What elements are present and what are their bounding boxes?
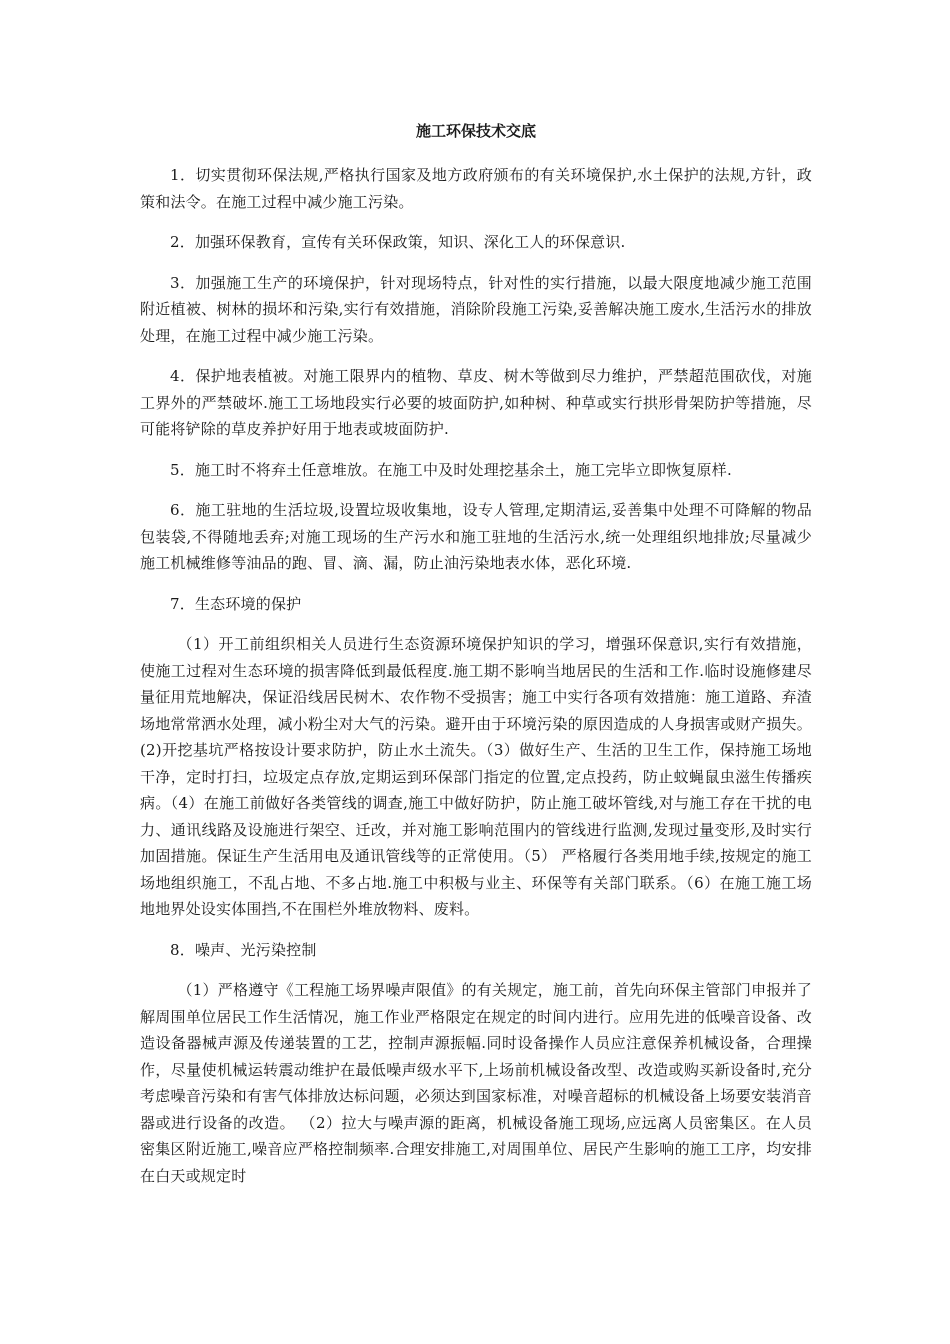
paragraph-2: 2．加强环保教育，宣传有关环保政策，知识、深化工人的环保意识. [170,233,626,251]
document-title: 施工环保技术交底 [415,122,536,140]
paragraph-4: 4．保护地表植被。对施工限界内的植物、草皮、树木等做到尽力维护，严禁超范围砍伐，对施工界外的严禁破坏.施工工场地段实行必要的坡面防护,如种树、种草或实行拱形骨架防护等措施，尽可能将铲除的草皮养护好用于地表或坡面防护. [140,367,812,438]
paragraph-1: 1．切实贯彻环保法规,严格执行国家及地方政府颁布的有关环境保护,水土保护的法规,方针，政策和法令。在施工过程中减少施工污染。 [140,166,812,211]
section-heading-8: 8．噪声、光污染控制 [170,940,317,959]
document-page [140,120,812,1203]
paragraph-3: 3．加强施工生产的环境保护，针对现场特点，针对性的实行措施，以最大限度地减少施工范围附近植被、树林的损坏和污染,实行有效措施，消除阶段施工污染,妥善解决施工废水,生活污水的排放处理，在施工过程中减少施工污染。 [140,273,812,345]
paragraph-6: 6．施工驻地的生活垃圾,设置垃圾收集地，设专人管理,定期清运,妥善集中处理不可降解的物品包装袋,不得随地丢弃;对施工现场的生产污水和施工驻地的生活污水,统一处理组织地排放;尽量减少施工机械维修等油品的跑、冒、滴、漏，防止油污染地表水体，恶化环境. [140,501,812,572]
paragraph-5: 5．施工时不将弃土任意堆放。在施工中及时处理挖基余土，施工完毕立即恢复原样. [170,460,732,479]
paragraph-7-body: （1）开工前组织相关人员进行生态资源环境保护知识的学习，增强环保意识,实行有效措施，使施工过程对生态环境的损害降低到最低程度.施工期不影响当地居民的生活和工作.临时设施修建尽量征用荒地解决，保证沿线居民树木、农作物不受损害；施工中实行各项有效措施：施工道路、弃渣场地常常洒水处理，减小粉尘对大气的污染。避开由于环境污染的原因造成的人身损害或财产损失。(2)开挖基坑严格按设计要求防护，防止水土流失。（3）做好生产、生活的卫生工作，保持施工场地干净，定时打扫，垃圾定点存放,定期运到环保部门指定的位置,定点投药，防止蚊蝇鼠虫滋生传播疾病。（4）在施工前做好各类管线的调查,施工中做好防护，防止施工破坏管线,对与施工存在干扰的电力、通讯线路及设施进行架空、迁改，并对施工影响范围内的管线进行监测,发现过量变形,及时实行加固措施。保证生产生活用电及通讯管线等的正常使用。（5） 严格履行各类用地手续,按规定的施工场地组织施工，不乱占地、不多占地.施工中积极与业主、环保等有关部门联系。（6）在施工施工场地地界处设实体围挡,不在围栏外堆放物料、废料。 [140,635,812,918]
section-heading-7: 7．生态环境的保护 [170,594,302,613]
paragraph-8-body: （1）严格遵守《工程施工场界噪声限值》的有关规定，施工前，首先向环保主管部门申报并了解周围单位居民工作生活情况，施工作业严格限定在规定的时间内进行。应用先进的低噪音设备、改造设备器械声源及传递装置的工艺，控制声源振幅.同时设备操作人员应注意保养机械设备，合理操作，尽量使机械运转震动维护在最低噪声级水平下,上场前机械设备改型、改造或购买新设备时,充分考虑噪音污染和有害气体排放达标问题，必须达到国家标准，对噪音超标的机械设备上场要安装消音器或进行设备的改造。 （2）拉大与噪声源的距离，机械设备施工现场,应远离人员密集区。在人员密集区附近施工,噪音应严格控制频率.合理安排施工,对周围单位、居民产生影响的施工工序，均安排在白天或规定时 [140,981,812,1185]
